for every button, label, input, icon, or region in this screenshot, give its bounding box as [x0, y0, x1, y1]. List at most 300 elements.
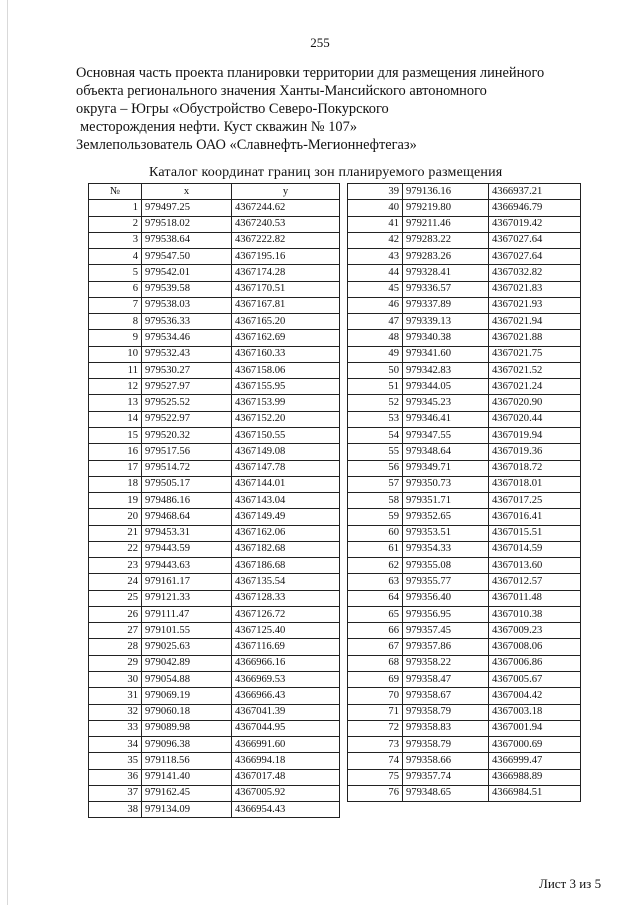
- coord-x-cell: 979345.23: [403, 395, 489, 411]
- coord-y-cell: 4366994.18: [232, 753, 340, 769]
- point-number-cell: 28: [89, 639, 142, 655]
- coord-x-cell: 979350.73: [403, 476, 489, 492]
- point-number-cell: 63: [348, 574, 403, 590]
- table-row: [348, 769, 581, 785]
- table-row: [89, 704, 340, 720]
- coord-x-cell: 979351.71: [403, 493, 489, 509]
- table-row: [89, 785, 340, 801]
- coord-y-cell: 4366966.16: [232, 655, 340, 671]
- coord-x-cell: 979534.46: [142, 330, 232, 346]
- table-row: [89, 737, 340, 753]
- table-row: [89, 200, 340, 216]
- table-row: [89, 249, 340, 265]
- coord-y-cell: 4367186.68: [232, 558, 340, 574]
- coord-y-cell: 4366988.89: [489, 769, 581, 785]
- point-number-cell: 3: [89, 232, 142, 248]
- point-number-cell: 37: [89, 785, 142, 801]
- coord-y-cell: 4367147.78: [232, 460, 340, 476]
- page-number: 255: [310, 35, 330, 50]
- point-number-cell: 73: [348, 737, 403, 753]
- point-number-cell: 69: [348, 671, 403, 687]
- coord-x-cell: 979356.95: [403, 606, 489, 622]
- coord-y-cell: 4367041.39: [232, 704, 340, 720]
- coord-y-cell: 4366991.60: [232, 737, 340, 753]
- coord-y-cell: 4367158.06: [232, 362, 340, 378]
- table-row: [348, 200, 581, 216]
- table-row: [89, 476, 340, 492]
- coord-x-cell: 979121.33: [142, 590, 232, 606]
- point-number-cell: 70: [348, 688, 403, 704]
- coord-y-cell: 4367016.41: [489, 509, 581, 525]
- coord-x-cell: 979522.97: [142, 411, 232, 427]
- point-number-cell: 42: [348, 232, 403, 248]
- coord-y-cell: 4367000.69: [489, 737, 581, 753]
- coord-x-cell: 979219.80: [403, 200, 489, 216]
- coord-y-cell: 4366969.53: [232, 671, 340, 687]
- coord-x-cell: 979283.22: [403, 232, 489, 248]
- point-number-cell: 58: [348, 493, 403, 509]
- coord-x-cell: 979042.89: [142, 655, 232, 671]
- table-row: [348, 509, 581, 525]
- coord-y-cell: 4367170.51: [232, 281, 340, 297]
- coord-y-cell: 4367017.25: [489, 493, 581, 509]
- coord-y-cell: 4367174.28: [232, 265, 340, 281]
- point-number-cell: 26: [89, 606, 142, 622]
- coord-x-cell: 979355.77: [403, 574, 489, 590]
- point-number-cell: 20: [89, 509, 142, 525]
- point-number-cell: 25: [89, 590, 142, 606]
- point-number-cell: 30: [89, 671, 142, 687]
- table-row: [89, 411, 340, 427]
- coord-x-cell: 979352.65: [403, 509, 489, 525]
- point-number-cell: 61: [348, 541, 403, 557]
- coord-x-cell: 979536.33: [142, 314, 232, 330]
- coord-x-cell: 979505.17: [142, 476, 232, 492]
- coord-x-cell: 979348.64: [403, 444, 489, 460]
- table-row: [348, 232, 581, 248]
- table-row: [89, 509, 340, 525]
- coord-y-cell: 4367195.16: [232, 249, 340, 265]
- table-row: [348, 379, 581, 395]
- point-number-cell: 36: [89, 769, 142, 785]
- table-row: [348, 427, 581, 443]
- table-row: [348, 753, 581, 769]
- point-number-cell: 65: [348, 606, 403, 622]
- coord-y-cell: 4367152.20: [232, 411, 340, 427]
- point-number-cell: 22: [89, 541, 142, 557]
- table-row: [348, 541, 581, 557]
- header-line: объекта регионального значения Ханты-Мансийского автономного: [76, 83, 487, 99]
- coord-y-cell: 4366999.47: [489, 753, 581, 769]
- coord-x-cell: 979136.16: [403, 184, 489, 200]
- table-row: [348, 411, 581, 427]
- point-number-cell: 12: [89, 379, 142, 395]
- table-row: [89, 639, 340, 655]
- point-number-cell: 27: [89, 623, 142, 639]
- table-row: [89, 379, 340, 395]
- point-number-cell: 29: [89, 655, 142, 671]
- coord-x-cell: 979547.50: [142, 249, 232, 265]
- table-row: [89, 216, 340, 232]
- coord-x-cell: 979357.45: [403, 623, 489, 639]
- coord-y-cell: 4366946.79: [489, 200, 581, 216]
- coord-y-cell: 4367143.04: [232, 493, 340, 509]
- header-line: Основная часть проекта планировки территории для размещения линейного: [76, 65, 545, 81]
- coord-x-cell: 979525.52: [142, 395, 232, 411]
- point-number-cell: 55: [348, 444, 403, 460]
- table-row: [348, 314, 581, 330]
- coord-y-cell: 4367020.44: [489, 411, 581, 427]
- coord-y-cell: 4367125.40: [232, 623, 340, 639]
- table-row: [348, 574, 581, 590]
- point-number-cell: 8: [89, 314, 142, 330]
- coord-y-cell: 4367006.86: [489, 655, 581, 671]
- table-row: [348, 362, 581, 378]
- table-row: [89, 769, 340, 785]
- coord-x-cell: 979518.02: [142, 216, 232, 232]
- coord-y-cell: 4367018.72: [489, 460, 581, 476]
- coord-y-cell: 4367116.69: [232, 639, 340, 655]
- coord-x-cell: 979348.65: [403, 785, 489, 801]
- table-row: [89, 281, 340, 297]
- point-number-cell: 46: [348, 297, 403, 313]
- coord-y-cell: 4367011.48: [489, 590, 581, 606]
- coord-x-cell: 979514.72: [142, 460, 232, 476]
- coord-x-cell: 979101.55: [142, 623, 232, 639]
- coord-y-cell: 4367017.48: [232, 769, 340, 785]
- point-number-cell: 49: [348, 346, 403, 362]
- coord-x-cell: 979089.98: [142, 720, 232, 736]
- coord-y-cell: 4367005.92: [232, 785, 340, 801]
- coord-y-cell: 4367020.90: [489, 395, 581, 411]
- table-row: [348, 737, 581, 753]
- coord-y-cell: 4367015.51: [489, 525, 581, 541]
- coord-x-cell: 979532.43: [142, 346, 232, 362]
- coord-x-cell: 979344.05: [403, 379, 489, 395]
- table-row: [89, 802, 340, 818]
- table-row: [89, 574, 340, 590]
- table-row: [348, 249, 581, 265]
- coord-y-cell: 4366984.51: [489, 785, 581, 801]
- point-number-cell: 33: [89, 720, 142, 736]
- coord-x-cell: 979118.56: [142, 753, 232, 769]
- coord-y-cell: 4367008.06: [489, 639, 581, 655]
- point-number-cell: 23: [89, 558, 142, 574]
- coord-y-cell: 4367044.95: [232, 720, 340, 736]
- table-row: [89, 753, 340, 769]
- table-row: [348, 525, 581, 541]
- table-row: [348, 281, 581, 297]
- point-number-cell: 74: [348, 753, 403, 769]
- table-row: [348, 297, 581, 313]
- point-number-cell: 19: [89, 493, 142, 509]
- table-row: [89, 655, 340, 671]
- table-row: [348, 444, 581, 460]
- coord-y-cell: 4367012.57: [489, 574, 581, 590]
- point-number-cell: 9: [89, 330, 142, 346]
- point-number-cell: 54: [348, 427, 403, 443]
- point-number-cell: 5: [89, 265, 142, 281]
- coord-x-cell: 979342.83: [403, 362, 489, 378]
- coord-y-cell: 4367018.01: [489, 476, 581, 492]
- point-number-cell: 39: [348, 184, 403, 200]
- table-row: [348, 655, 581, 671]
- point-number-cell: 15: [89, 427, 142, 443]
- point-number-cell: 31: [89, 688, 142, 704]
- point-number-cell: 35: [89, 753, 142, 769]
- land-user-line: Землепользователь ОАО «Славнефть-Мегионнефтегаз»: [76, 137, 417, 153]
- coord-x-cell: 979486.16: [142, 493, 232, 509]
- coord-y-cell: 4367005.67: [489, 671, 581, 687]
- table-row: [89, 606, 340, 622]
- coord-x-cell: 979341.60: [403, 346, 489, 362]
- point-number-cell: 47: [348, 314, 403, 330]
- table-row: [348, 606, 581, 622]
- coord-x-cell: 979346.41: [403, 411, 489, 427]
- coord-x-cell: 979357.86: [403, 639, 489, 655]
- point-number-cell: 21: [89, 525, 142, 541]
- coord-y-cell: 4367021.93: [489, 297, 581, 313]
- coord-x-cell: 979530.27: [142, 362, 232, 378]
- point-number-cell: 41: [348, 216, 403, 232]
- table-row: [89, 297, 340, 313]
- coord-y-cell: 4367021.88: [489, 330, 581, 346]
- table-row: [89, 330, 340, 346]
- point-number-cell: 76: [348, 785, 403, 801]
- table-row: [89, 493, 340, 509]
- coord-x-cell: 979358.47: [403, 671, 489, 687]
- coord-x-cell: 979054.88: [142, 671, 232, 687]
- table-row: [348, 184, 581, 200]
- coord-y-cell: 4367027.64: [489, 249, 581, 265]
- coord-x-cell: 979358.79: [403, 737, 489, 753]
- point-number-cell: 57: [348, 476, 403, 492]
- coord-y-cell: 4367162.06: [232, 525, 340, 541]
- point-number-cell: 13: [89, 395, 142, 411]
- coord-x-cell: 979358.79: [403, 704, 489, 720]
- coord-x-cell: 979340.38: [403, 330, 489, 346]
- coord-y-cell: 4367004.42: [489, 688, 581, 704]
- table-row: [348, 265, 581, 281]
- point-number-cell: 72: [348, 720, 403, 736]
- coord-y-cell: 4366954.43: [232, 802, 340, 818]
- coord-y-cell: 4367150.55: [232, 427, 340, 443]
- point-number-cell: 66: [348, 623, 403, 639]
- column-header-y: y: [232, 184, 340, 200]
- point-number-cell: 59: [348, 509, 403, 525]
- table-row: [348, 460, 581, 476]
- table-row: [89, 460, 340, 476]
- coord-y-cell: 4367021.75: [489, 346, 581, 362]
- point-number-cell: 44: [348, 265, 403, 281]
- coord-x-cell: 979162.45: [142, 785, 232, 801]
- column-header-x: x: [142, 184, 232, 200]
- table-row: [89, 346, 340, 362]
- coord-y-cell: 4367021.52: [489, 362, 581, 378]
- table-row: [89, 688, 340, 704]
- header-line: округа – Югры «Обустройство Северо-Покурского: [76, 101, 389, 117]
- table-row: [89, 265, 340, 281]
- coord-x-cell: 979358.66: [403, 753, 489, 769]
- coord-x-cell: 979356.40: [403, 590, 489, 606]
- coord-x-cell: 979357.74: [403, 769, 489, 785]
- coord-y-cell: 4367162.69: [232, 330, 340, 346]
- coord-x-cell: 979349.71: [403, 460, 489, 476]
- coord-x-cell: 979443.63: [142, 558, 232, 574]
- coord-x-cell: 979283.26: [403, 249, 489, 265]
- coord-y-cell: 4367128.33: [232, 590, 340, 606]
- point-number-cell: 1: [89, 200, 142, 216]
- coord-x-cell: 979347.55: [403, 427, 489, 443]
- point-number-cell: 60: [348, 525, 403, 541]
- table-row: [89, 427, 340, 443]
- point-number-cell: 10: [89, 346, 142, 362]
- coord-y-cell: 4367144.01: [232, 476, 340, 492]
- point-number-cell: 43: [348, 249, 403, 265]
- point-number-cell: 56: [348, 460, 403, 476]
- point-number-cell: 50: [348, 362, 403, 378]
- coord-y-cell: 4367003.18: [489, 704, 581, 720]
- catalog-title: Каталог координат границ зон планируемого размещения: [149, 165, 503, 180]
- coord-x-cell: 979358.22: [403, 655, 489, 671]
- coord-x-cell: 979211.46: [403, 216, 489, 232]
- coord-y-cell: 4367010.38: [489, 606, 581, 622]
- coordinates-table-right: [347, 183, 581, 802]
- coord-x-cell: 979355.08: [403, 558, 489, 574]
- point-number-cell: 11: [89, 362, 142, 378]
- coord-y-cell: 4366937.21: [489, 184, 581, 200]
- point-number-cell: 7: [89, 297, 142, 313]
- point-number-cell: 75: [348, 769, 403, 785]
- table-row: [348, 720, 581, 736]
- table-row: [89, 232, 340, 248]
- coord-y-cell: 4367032.82: [489, 265, 581, 281]
- point-number-cell: 38: [89, 802, 142, 818]
- table-row: [89, 590, 340, 606]
- coord-y-cell: 4367149.49: [232, 509, 340, 525]
- coord-x-cell: 979443.59: [142, 541, 232, 557]
- coord-y-cell: 4367222.82: [232, 232, 340, 248]
- coord-x-cell: 979468.64: [142, 509, 232, 525]
- coord-y-cell: 4367244.62: [232, 200, 340, 216]
- coord-y-cell: 4367135.54: [232, 574, 340, 590]
- table-row: [89, 671, 340, 687]
- point-number-cell: 32: [89, 704, 142, 720]
- coord-x-cell: 979542.01: [142, 265, 232, 281]
- coord-y-cell: 4367167.81: [232, 297, 340, 313]
- coord-x-cell: 979358.67: [403, 688, 489, 704]
- table-row: [348, 785, 581, 801]
- table-row: [348, 216, 581, 232]
- point-number-cell: 67: [348, 639, 403, 655]
- coord-x-cell: 979353.51: [403, 525, 489, 541]
- point-number-cell: 48: [348, 330, 403, 346]
- table-header-row: [89, 184, 340, 200]
- point-number-cell: 2: [89, 216, 142, 232]
- point-number-cell: 68: [348, 655, 403, 671]
- table-row: [348, 395, 581, 411]
- table-row: [348, 688, 581, 704]
- coord-y-cell: 4367149.08: [232, 444, 340, 460]
- coord-x-cell: 979520.32: [142, 427, 232, 443]
- table-row: [348, 639, 581, 655]
- coord-x-cell: 979328.41: [403, 265, 489, 281]
- point-number-cell: 4: [89, 249, 142, 265]
- coord-x-cell: 979025.63: [142, 639, 232, 655]
- point-number-cell: 62: [348, 558, 403, 574]
- coord-y-cell: 4367126.72: [232, 606, 340, 622]
- coord-y-cell: 4366966.43: [232, 688, 340, 704]
- column-header-number: №: [89, 184, 142, 200]
- table-row: [348, 346, 581, 362]
- table-row: [348, 590, 581, 606]
- table-row: [348, 558, 581, 574]
- table-row: [89, 525, 340, 541]
- coord-x-cell: 979069.19: [142, 688, 232, 704]
- table-row: [348, 493, 581, 509]
- document-header: [76, 64, 576, 154]
- coord-y-cell: 4367009.23: [489, 623, 581, 639]
- point-number-cell: 52: [348, 395, 403, 411]
- coord-y-cell: 4367021.24: [489, 379, 581, 395]
- point-number-cell: 16: [89, 444, 142, 460]
- coord-y-cell: 4367160.33: [232, 346, 340, 362]
- coord-x-cell: 979538.03: [142, 297, 232, 313]
- table-row: [348, 671, 581, 687]
- table-row: [89, 395, 340, 411]
- point-number-cell: 17: [89, 460, 142, 476]
- header-line: месторождения нефти. Куст скважин № 107»: [80, 119, 358, 135]
- coord-x-cell: 979336.57: [403, 281, 489, 297]
- coord-y-cell: 4367155.95: [232, 379, 340, 395]
- coord-y-cell: 4367019.36: [489, 444, 581, 460]
- table-row: [89, 362, 340, 378]
- coord-x-cell: 979517.56: [142, 444, 232, 460]
- table-row: [89, 541, 340, 557]
- coord-x-cell: 979527.97: [142, 379, 232, 395]
- coord-y-cell: 4367182.68: [232, 541, 340, 557]
- coord-x-cell: 979337.89: [403, 297, 489, 313]
- coord-y-cell: 4367021.94: [489, 314, 581, 330]
- table-row: [89, 444, 340, 460]
- table-row: [348, 476, 581, 492]
- coord-y-cell: 4367014.59: [489, 541, 581, 557]
- coord-x-cell: 979497.25: [142, 200, 232, 216]
- coord-y-cell: 4367019.42: [489, 216, 581, 232]
- coordinates-table-left: [88, 183, 340, 818]
- coord-x-cell: 979354.33: [403, 541, 489, 557]
- coord-y-cell: 4367019.94: [489, 427, 581, 443]
- point-number-cell: 71: [348, 704, 403, 720]
- coord-y-cell: 4367027.64: [489, 232, 581, 248]
- coord-y-cell: 4367013.60: [489, 558, 581, 574]
- scan-edge-line: [7, 0, 8, 905]
- coord-x-cell: 979060.18: [142, 704, 232, 720]
- point-number-cell: 40: [348, 200, 403, 216]
- coord-y-cell: 4367021.83: [489, 281, 581, 297]
- coord-y-cell: 4367240.53: [232, 216, 340, 232]
- point-number-cell: 24: [89, 574, 142, 590]
- coord-x-cell: 979453.31: [142, 525, 232, 541]
- point-number-cell: 6: [89, 281, 142, 297]
- coord-x-cell: 979538.64: [142, 232, 232, 248]
- table-row: [89, 314, 340, 330]
- table-row: [348, 623, 581, 639]
- point-number-cell: 53: [348, 411, 403, 427]
- coord-x-cell: 979134.09: [142, 802, 232, 818]
- table-row: [348, 704, 581, 720]
- point-number-cell: 64: [348, 590, 403, 606]
